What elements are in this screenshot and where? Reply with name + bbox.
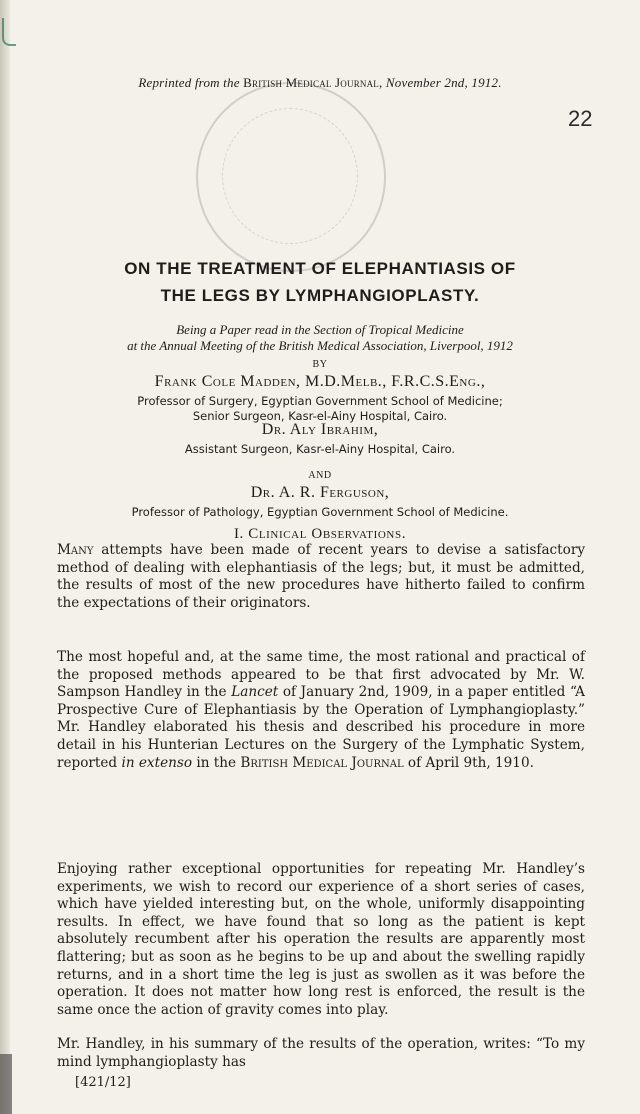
paragraph-text: in the (192, 754, 241, 771)
binding-edge (0, 1054, 12, 1114)
subtitle-line-2: at the Annual Meeting of the British Medical Association, Liverpool, 1912 (127, 338, 513, 353)
corner-mark (2, 18, 16, 46)
section-heading: I. Clinical Observations. (233, 526, 407, 542)
print-code: [421/12] (75, 1075, 131, 1090)
journal-name: British Medical Journal (240, 754, 404, 771)
paragraph (57, 649, 585, 772)
reprint-prefix: Reprinted from the (138, 75, 240, 90)
latin-phrase: in extenso (121, 754, 193, 771)
author-affiliation: Senior Surgeon, Kasr-el-Ainy Hospital, Cairo. (192, 409, 448, 423)
author-affiliation: Professor of Pathology, Egyptian Government School of Medicine. (131, 505, 509, 519)
paragraph (57, 861, 585, 1019)
author-name: Dr. Aly Ibrahim, (261, 421, 379, 438)
author-affiliation: Assistant Surgeon, Kasr-el-Ainy Hospital, Cairo. (184, 442, 456, 456)
reprint-journal: British Medical Journal, (243, 75, 383, 90)
journal-name: Lancet (231, 684, 279, 701)
paragraph-text: of January 2nd, 1909, in a paper entitled “A Prospective Cure of Elephantiasis by the Operation of Lymphangioplasty.” Mr. Handley elaborated his thesis and described his procedure in more detail in his Hunterian Lectures on the Surgery of the Lymphatic System, reported (57, 684, 586, 771)
paragraph (57, 1036, 585, 1071)
paragraph-text: attempts have been made of recent years to devise a satisfactory method of dealing with elephantiasis of the legs; but, it must be admitted, the results of most of the new procedures have hitherto failed to confirm the expectations of their originators. (57, 542, 585, 611)
handwritten-page-number: 22 (568, 106, 593, 131)
paragraph (57, 542, 585, 612)
paragraph-text: Mr. Handley, in his summary of the results of the operation, writes: “To my mind lymphangioplasty has (57, 1036, 585, 1070)
paragraph-text: of April 9th, 1910. (403, 754, 534, 771)
author-name: Dr. A. R. Ferguson, (250, 484, 390, 501)
subtitle-line-1: Being a Paper read in the Section of Tropical Medicine (176, 322, 464, 337)
page-edge-shadow (0, 0, 10, 1114)
library-stamp (196, 82, 386, 272)
paragraph-lead: Many (57, 542, 94, 558)
author-name: Frank Cole Madden, M.D.Melb., F.R.C.S.Eng., (154, 373, 486, 390)
reprint-line (0, 75, 640, 91)
and-label: AND (308, 470, 332, 481)
title-line-1: ON THE TREATMENT OF ELEPHANTIASIS OF (124, 259, 516, 278)
by-label: BY (312, 359, 328, 370)
paragraph-text: The most hopeful and, at the same time, the most rational and practical of the proposed methods appeared to be that first advocated by Mr. W. Sampson Handley in the (57, 649, 585, 701)
title-line-2: THE LEGS BY LYMPHANGIOPLASTY. (160, 286, 480, 305)
reprint-date: November 2nd, 1912. (385, 75, 502, 90)
paragraph-text: Enjoying rather exceptional opportunities for repeating Mr. Handley’s experiments, we wish to record our experience of a short series of cases, which have yielded interesting but, on the whole, uniformly disappointing results. In effect, we have found that so long as the patient is kept absolutely recumbent after his operation the results are apparently most flattering; but as soon as he begins to be up and about the swelling rapidly returns, and in a short time the leg is just as swollen as it was before the operation. It does not matter how long rest is enforced, the result is the same once the action of gravity comes into play. (57, 861, 585, 1018)
author-affiliation: Professor of Surgery, Egyptian Government School of Medicine; (137, 394, 503, 408)
